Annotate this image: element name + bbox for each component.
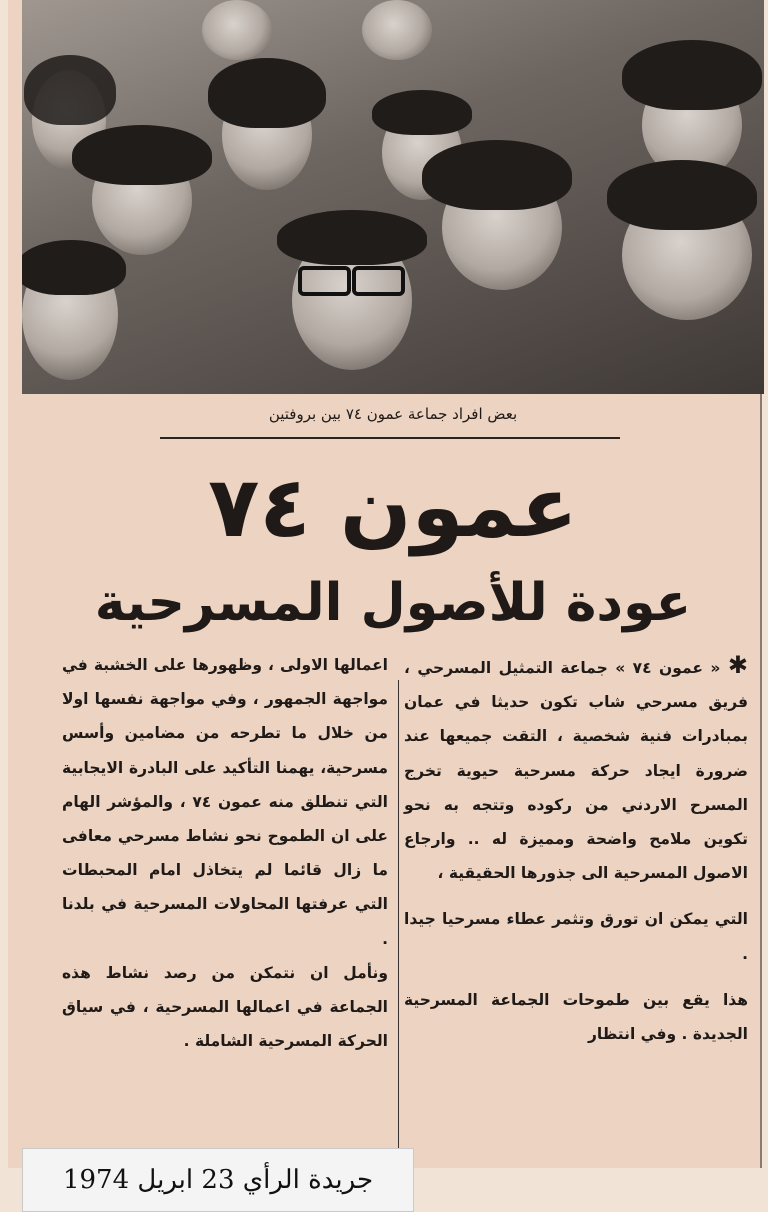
source-label: جريدة الرأي 23 ابريل 1974 — [22, 1148, 414, 1212]
headline: عمون ٧٤ — [208, 458, 578, 556]
photo-caption: بعض افراد جماعة عمون ٧٤ بين بروفتين — [268, 405, 518, 423]
column-divider — [398, 680, 399, 1148]
article-paragraph: اعمالها الاولى ، وظهورها على الخشبة في مواجهة الجمهور ، وفي مواجهة نفسها اولا من خلال ما تطرحه من مضامين وأسس مسرحية، يهمنا التأكيد على البادرة الايجابية التي تنطلق منه عمون ٧٤ ، والمؤشر الهام على ان الطموح نحو نشاط مسرحي معافى ما زال قائما لم يتخاذل امام المحبطات التي عرفتها المحاولات المسرحية في بلدنا . — [62, 656, 388, 948]
article-column-right — [404, 648, 748, 1148]
article-column-left — [62, 648, 388, 1148]
paragraph-text: « عمون ٧٤ » جماعة التمثيل المسرحي ، فريق مسرحي شاب تكون حديثا في عمان بمبادرات فنية شخصية ، التقت جميعها عند ضرورة ايجاد حركة مسرحية حيوية تخرج المسرح الاردني من ركوده وتتجه به نحو تكوين ملامح واضحة ومميزة له .. وارجاع الاصول المسرحية الى جذورها الحقيقية ، — [404, 659, 748, 883]
article-paragraph: التي يمكن ان تورق وتثمر عطاء مسرحيا جيدا . — [404, 910, 748, 963]
caption-divider — [160, 437, 620, 439]
asterisk-icon: ✱ — [727, 651, 748, 679]
subheadline: عودة للأصول المسرحية — [94, 573, 692, 633]
article-paragraph: هذا يقع بين طموحات الجماعة المسرحية الجديدة . وفي انتظار — [404, 990, 748, 1044]
article-paragraph — [404, 648, 748, 890]
group-photo — [22, 0, 764, 394]
article-paragraph: ونأمل ان نتمكن من رصد نشاط هذه الجماعة في اعمالها المسرحية ، في سياق الحركة المسرحية الشاملة . — [62, 963, 388, 1051]
